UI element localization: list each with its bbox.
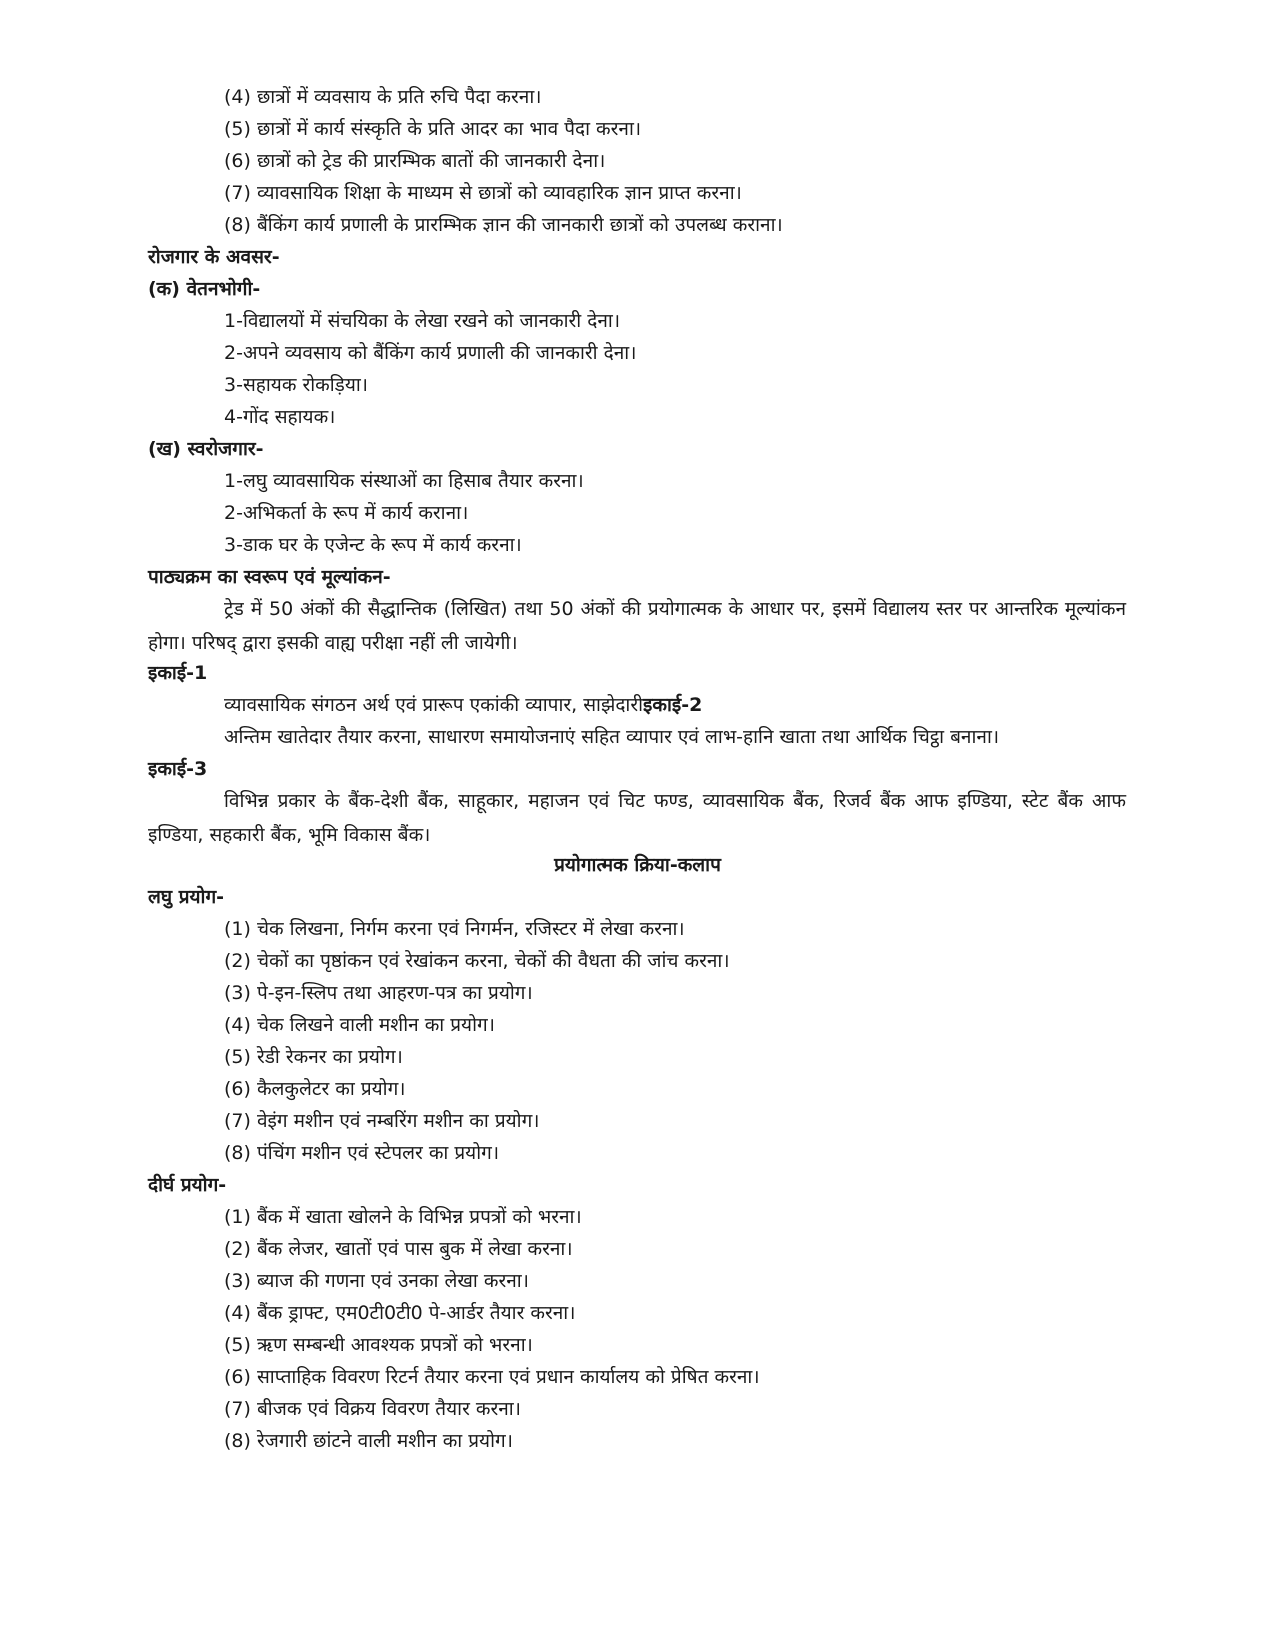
- unit3-paragraph: विभिन्न प्रकार के बैंक-देशी बैंक, साहूकार, महाजन एवं चिट फण्ड, व्यावसायिक बैंक, रिजर्व बैंक आफ इण्डिया, स्टेट बैंक आफ इण्डिया, सहकारी बैंक, भूमि विकास बैंक।: [148, 790, 1126, 846]
- salaried-item: 2-अपने व्यवसाय को बैंकिंग कार्य प्रणाली की जानकारी देना।: [224, 342, 637, 364]
- self-employment-item: 3-डाक घर के एजेन्ट के रूप में कार्य करना।: [224, 534, 522, 556]
- objective-item: (5) छात्रों में कार्य संस्कृति के प्रति आदर का भाव पैदा करना।: [224, 118, 642, 140]
- major-experiments-heading: दीर्घ प्रयोग-: [148, 1174, 227, 1196]
- salaried-item: 3-सहायक रोकड़िया।: [224, 374, 368, 396]
- minor-experiment-item: (8) पंचिंग मशीन एवं स्टेपलर का प्रयोग।: [224, 1142, 500, 1164]
- self-employment-item: 2-अभिकर्ता के रूप में कार्य कराना।: [224, 502, 469, 524]
- minor-experiment-item: (2) चेकों का पृष्ठांकन एवं रेखांकन करना, चेकों की वैधता की जांच करना।: [224, 950, 730, 972]
- practical-title: प्रयोगात्मक क्रिया-कलाप: [554, 854, 721, 876]
- objective-item: (6) छात्रों को ट्रेड की प्रारम्भिक बातों की जानकारी देना।: [224, 150, 606, 172]
- syllabus-paragraph: ट्रेड में 50 अंकों की सैद्धान्तिक (लिखित) तथा 50 अंकों की प्रयोगात्मक के आधार पर, इसमें विद्यालय स्तर पर आन्तरिक मूल्यांकन होगा। परिषद् द्वारा इसकी वाह्य परीक्षा नहीं ली जायेगी।: [148, 598, 1126, 654]
- employment-heading: रोजगार के अवसर-: [148, 246, 280, 268]
- minor-experiment-item: (4) चेक लिखने वाली मशीन का प्रयोग।: [224, 1014, 495, 1036]
- major-experiment-item: (1) बैंक में खाता खोलने के विभिन्न प्रपत्रों को भरना।: [224, 1206, 582, 1228]
- salaried-item: 4-गोंद सहायक।: [224, 406, 336, 428]
- major-experiment-item: (4) बैंक ड्राफ्ट, एम0टी0टी0 पे-आर्डर तैयार करना।: [224, 1302, 576, 1324]
- salaried-item: 1-विद्यालयों में संचयिका के लेखा रखने को जानकारी देना।: [224, 310, 621, 332]
- unit2-text: अन्तिम खातेदार तैयार करना, साधारण समायोजनाएं सहित व्यापार एवं लाभ-हानि खाता तथा आर्थिक चिट्ठा बनाना।: [224, 726, 1000, 748]
- objective-item: (8) बैंकिंग कार्य प्रणाली के प्रारम्भिक ज्ञान की जानकारी छात्रों को उपलब्ध कराना।: [224, 214, 783, 236]
- salaried-heading: (क) वेतनभोगी-: [148, 278, 261, 300]
- major-experiment-item: (3) ब्याज की गणना एवं उनका लेखा करना।: [224, 1270, 529, 1292]
- self-employment-heading: (ख) स्वरोजगार-: [148, 438, 264, 460]
- unit3-heading: इकाई-3: [148, 758, 208, 780]
- major-experiment-item: (2) बैंक लेजर, खातों एवं पास बुक में लेखा करना।: [224, 1238, 573, 1260]
- objective-item: (7) व्यावसायिक शिक्षा के माध्यम से छात्रों को व्यावहारिक ज्ञान प्राप्त करना।: [224, 182, 742, 204]
- unit1-text: व्यावसायिक संगठन अर्थ एवं प्रारूप एकांकी व्यापार, साझेदारी: [224, 694, 644, 716]
- major-experiment-item: (7) बीजक एवं विक्रय विवरण तैयार करना।: [224, 1398, 521, 1420]
- self-employment-item: 1-लघु व्यावसायिक संस्थाओं का हिसाब तैयार करना।: [224, 470, 584, 492]
- unit2-heading: इकाई-2: [643, 694, 703, 716]
- minor-experiment-item: (7) वेइंग मशीन एवं नम्बरिंग मशीन का प्रयोग।: [224, 1110, 540, 1132]
- unit1-text-line: [224, 692, 702, 718]
- minor-experiments-heading: लघु प्रयोग-: [148, 886, 225, 908]
- objective-item: (4) छात्रों में व्यवसाय के प्रति रुचि पैदा करना।: [224, 86, 542, 108]
- major-experiment-item: (5) ऋण सम्बन्धी आवश्यक प्रपत्रों को भरना।: [224, 1334, 533, 1356]
- minor-experiment-item: (5) रेडी रेकनर का प्रयोग।: [224, 1046, 403, 1068]
- minor-experiment-item: (3) पे-इन-स्लिप तथा आहरण-पत्र का प्रयोग।: [224, 982, 533, 1004]
- unit1-heading: इकाई-1: [148, 662, 208, 684]
- major-experiment-item: (8) रेजगारी छांटने वाली मशीन का प्रयोग।: [224, 1430, 513, 1452]
- major-experiment-item: (6) साप्ताहिक विवरण रिटर्न तैयार करना एवं प्रधान कार्यालय को प्रेषित करना।: [224, 1366, 760, 1388]
- minor-experiment-item: (1) चेक लिखना, निर्गम करना एवं निगर्मन, रजिस्टर में लेखा करना।: [224, 918, 685, 940]
- minor-experiment-item: (6) कैलकुलेटर का प्रयोग।: [224, 1078, 406, 1100]
- syllabus-heading: पाठ्यक्रम का स्वरूप एवं मूल्यांकन-: [148, 566, 391, 588]
